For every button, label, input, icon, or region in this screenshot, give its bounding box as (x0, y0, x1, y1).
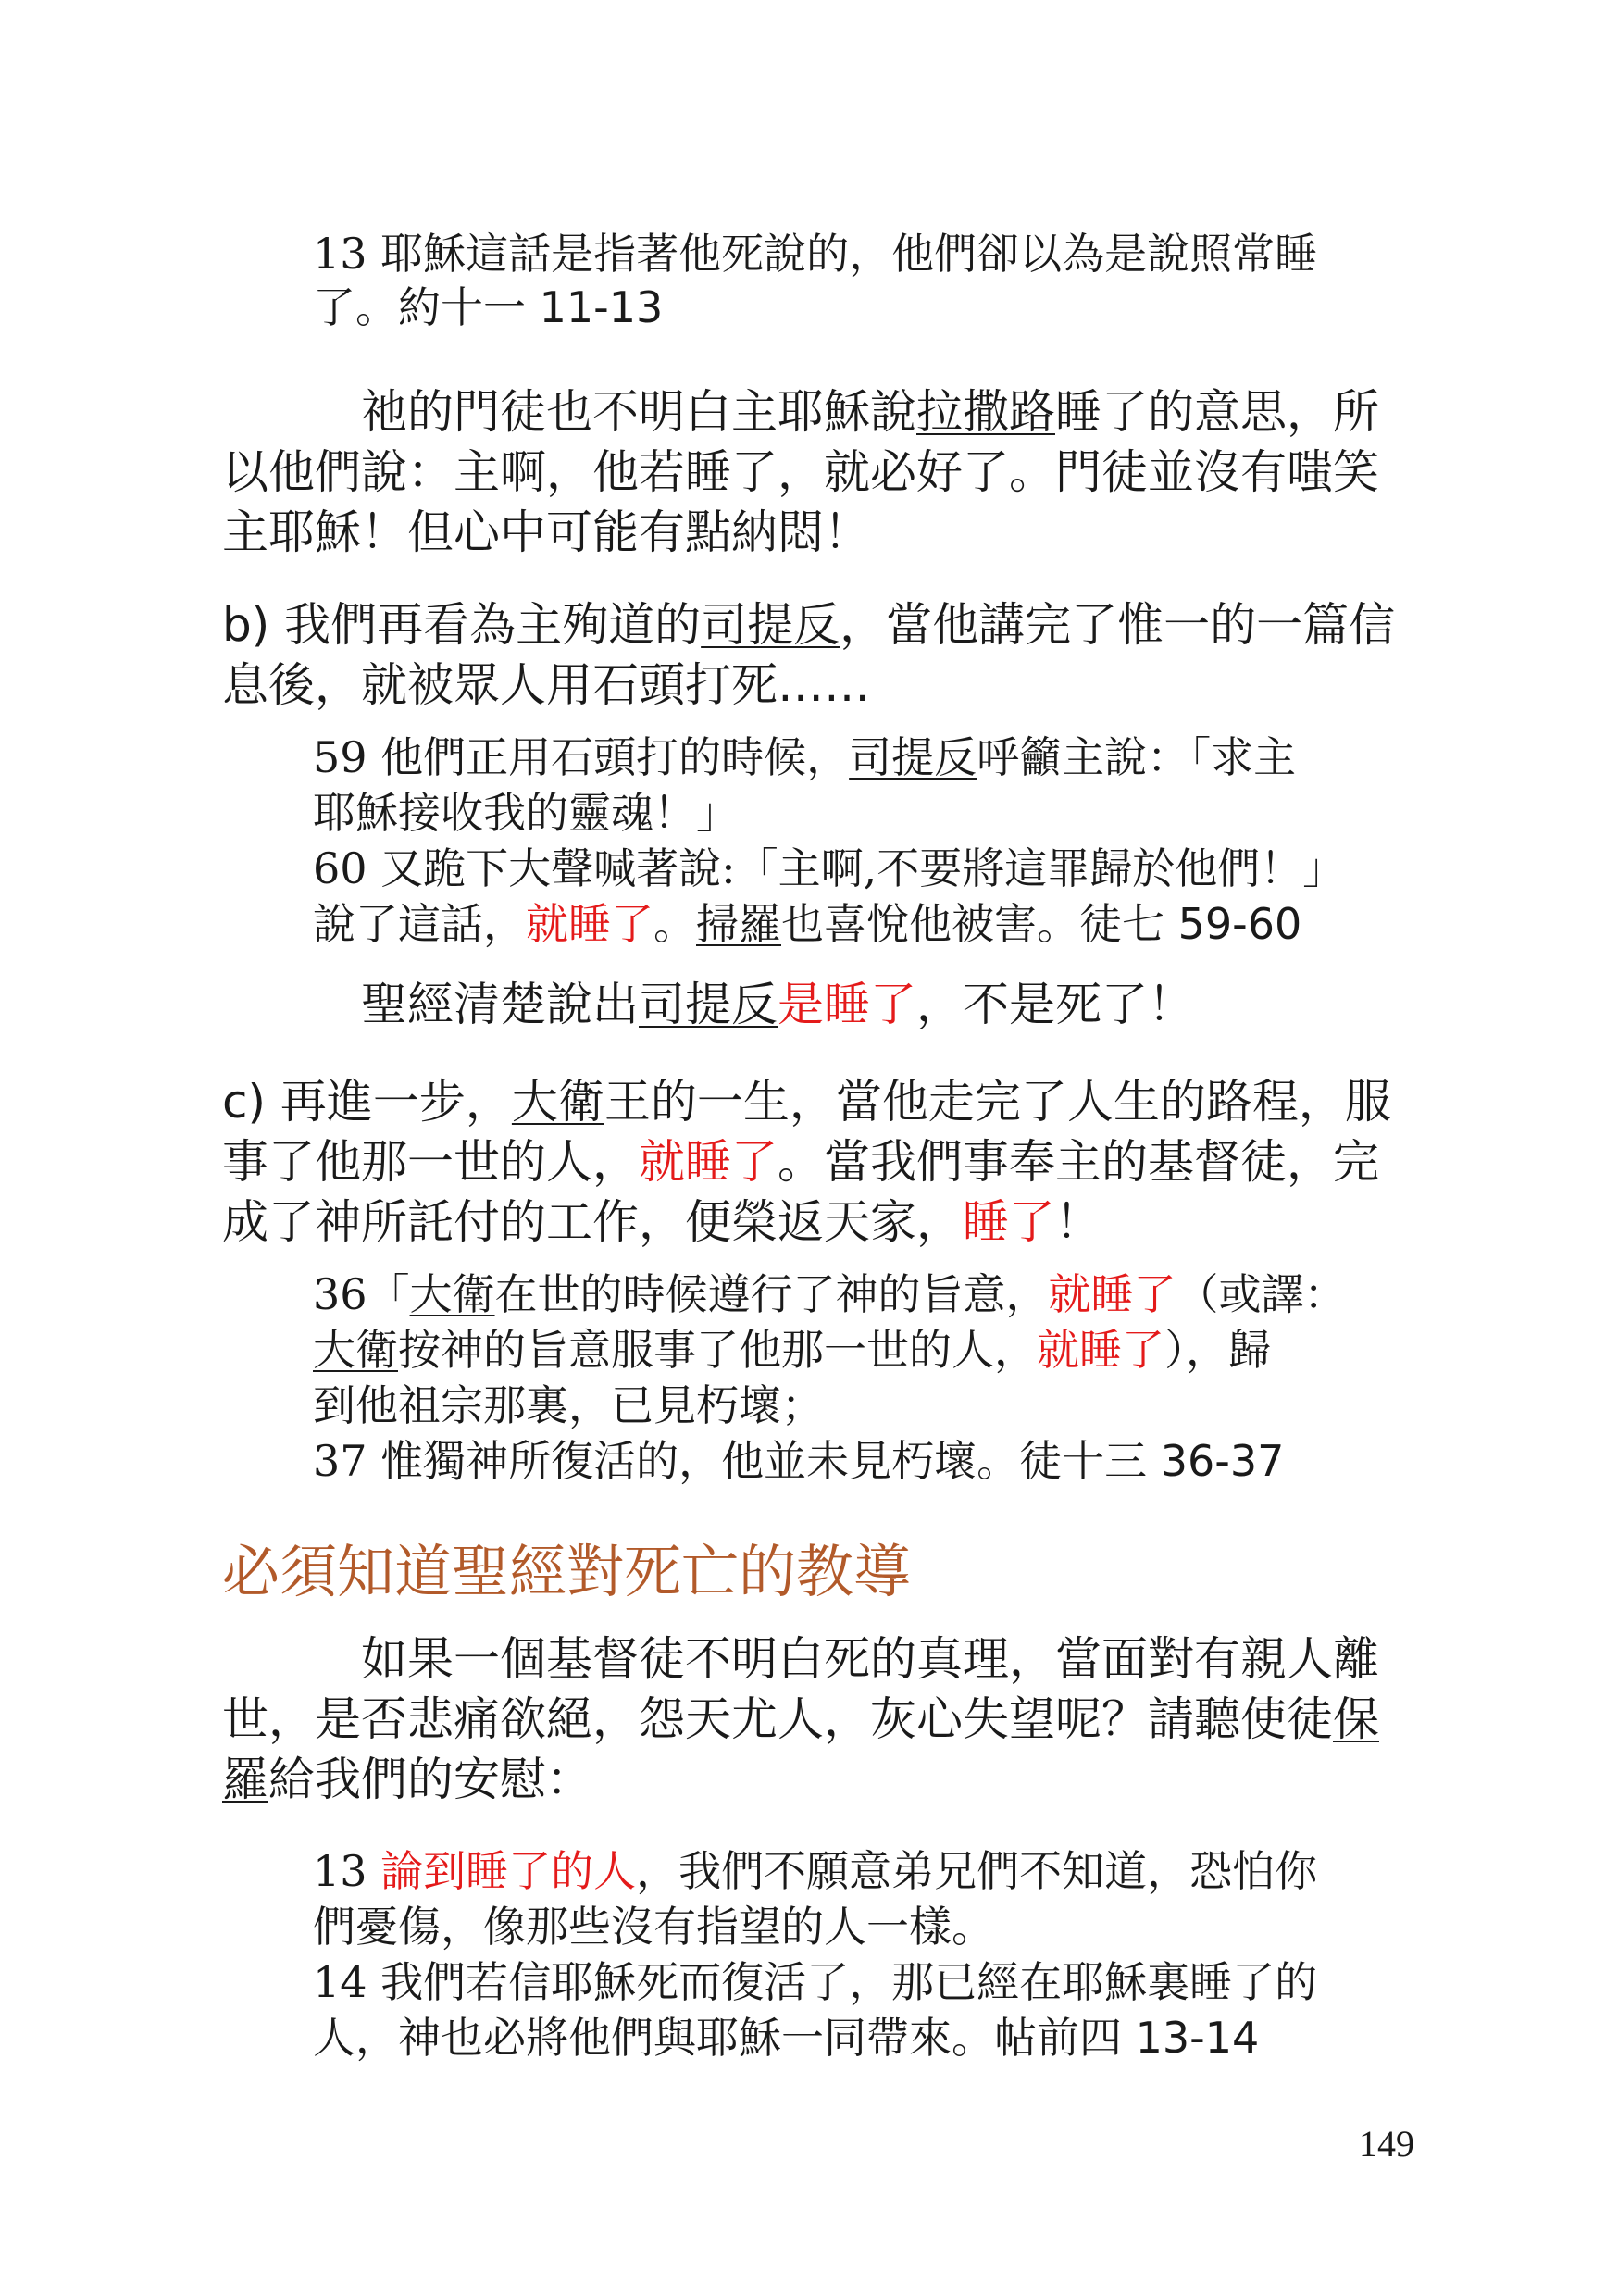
paragraph-3-line-2 (222, 1682, 1379, 1749)
text: 以他們說：主啊，他若睡了，就必好了。門徒並沒有嗤笑 (222, 445, 1379, 499)
quote-text: 14 我們若信耶穌死而復活了，那已經在耶穌裏睡了的 (313, 1957, 1318, 2007)
quote-1thess-line-4 (313, 2004, 1259, 2065)
text: 睡了的意思，所 (1055, 385, 1379, 439)
name-david: 大衛 (511, 1075, 604, 1129)
scripture-reference: 約十一 11-13 (398, 282, 664, 332)
name-david: 大衛 (313, 1325, 398, 1375)
scripture-reference: 帖前四 13-14 (994, 2013, 1260, 2063)
highlight-those-asleep: 論到睡了的人 (380, 1846, 637, 1896)
quote-text: 人，神也必將他們與耶穌一同帶來。 (313, 2013, 994, 2063)
quote-text: 呼籲主說：「求主 (977, 732, 1297, 782)
text: 。當我們事奉主的基督徒，完 (778, 1135, 1379, 1189)
quote-1thess-line-2 (313, 1893, 994, 1954)
quote-acts7-line-2 (313, 780, 739, 841)
paragraph-1-line-3 (222, 495, 870, 562)
scripture-reference: 徒十三 36-37 (1019, 1436, 1285, 1486)
text: 王的一生，當他走完了人生的路程，服 (604, 1075, 1391, 1129)
quote-text: 了。 (313, 282, 398, 332)
name-lazarus: 拉撒路 (916, 385, 1055, 439)
text: c) 再進一步， (222, 1075, 512, 1129)
quote-acts7-line-1 (313, 724, 1296, 785)
paragraph-3-line-3 (222, 1742, 592, 1809)
paragraph-1-line-1 (361, 375, 1379, 442)
quote-john-line-1 (313, 220, 1317, 281)
name-stephen: 司提反 (849, 732, 977, 782)
quote-text: 耶穌接收我的靈魂！」 (313, 788, 739, 838)
quote-text: 到他祖宗那裏，已見朽壞； (313, 1380, 824, 1430)
quote-acts13-line-1 (313, 1261, 1347, 1322)
paragraph-c-line-2 (222, 1125, 1379, 1192)
quote-text: 在世的時候遵行了神的旨意， (494, 1269, 1049, 1319)
name-paul: 保 (1333, 1692, 1379, 1746)
quote-text: 13 耶穌這話是指著他死說的，他們卻以為是說照常睡 (313, 229, 1318, 279)
quote-acts7-line-4 (313, 891, 1301, 952)
text: 成了神所託付的工作，便榮返天家， (222, 1195, 963, 1249)
quote-acts13-line-3 (313, 1372, 824, 1433)
text: 祂的門徒也不明白主耶穌說 (361, 385, 916, 439)
highlight-slept: 就睡了 (1037, 1325, 1164, 1375)
quote-text: 說了這話， (313, 899, 526, 949)
quote-text: 36「 (313, 1269, 410, 1319)
text: 給我們的安慰： (268, 1753, 592, 1806)
highlight-slept: 是睡了 (778, 978, 916, 1031)
paragraph-c-line-1 (222, 1065, 1391, 1131)
quote-acts7-line-3 (313, 835, 1345, 896)
highlight-slept: 就睡了 (639, 1135, 778, 1189)
text: 主耶穌！但心中可能有點納悶！ (222, 505, 870, 559)
text: ，不是死了！ (916, 978, 1194, 1031)
quote-text: ），歸 (1164, 1325, 1271, 1375)
highlight-slept: 睡了 (963, 1195, 1055, 1249)
text: ！ (1055, 1195, 1101, 1249)
paragraph-3-line-1 (361, 1622, 1379, 1689)
paragraph-b-line-1 (222, 588, 1395, 655)
quote-text: 。 (653, 899, 696, 949)
text: ，當他講完了惟一的一篇信 (840, 598, 1396, 652)
text: 世，是否悲痛欲絕，怨天尤人，灰心失望呢？請聽使徒 (222, 1692, 1333, 1746)
text: b) 我們再看為主殉道的 (222, 598, 702, 652)
name-saul: 掃羅 (696, 899, 781, 949)
name-paul: 羅 (222, 1753, 268, 1806)
highlight-slept: 就睡了 (1048, 1269, 1176, 1319)
quote-text: 37 惟獨神所復活的，他並未見朽壞。 (313, 1436, 1020, 1486)
quote-text: 們憂傷，像那些沒有指望的人一樣。 (313, 1902, 994, 1952)
highlight-slept: 就睡了 (526, 899, 653, 949)
quote-acts13-line-4 (313, 1428, 1284, 1489)
quote-text: 也喜悅他被害。 (781, 899, 1079, 949)
quote-text: 59 他們正用石頭打的時候， (313, 732, 850, 782)
text: 聖經清楚說出 (361, 978, 639, 1031)
text: 如果一個基督徒不明白死的真理，當面對有親人離 (361, 1632, 1379, 1686)
text: 息後，就被眾人用石頭打死…… (222, 658, 870, 712)
quote-text: 13 (313, 1846, 381, 1896)
quote-1thess-line-1 (313, 1838, 1317, 1899)
paragraph-b-line-2 (222, 648, 870, 715)
scripture-reference: 徒七 59-60 (1079, 899, 1302, 949)
quote-1thess-line-3 (313, 1949, 1317, 2010)
quote-text: 按神的旨意服事了他那一世的人， (398, 1325, 1037, 1375)
quote-john-line-2 (313, 274, 663, 335)
quote-text: ，我們不願意弟兄們不知道，恐怕你 (636, 1846, 1318, 1896)
section-heading: 必須知道聖經對死亡的教導 (222, 1538, 912, 1605)
quote-text: （或譯： (1176, 1269, 1347, 1319)
paragraph-c-line-3 (222, 1185, 1101, 1252)
name-stephen: 司提反 (701, 598, 840, 652)
quote-text: 60 又跪下大聲喊著說:「主啊,不要將這罪歸於他們！」 (313, 843, 1346, 893)
quote-acts13-line-2 (313, 1316, 1271, 1378)
text: 事了他那一世的人， (222, 1135, 639, 1189)
page-number: 149 (1359, 2123, 1414, 2165)
paragraph-1-line-2 (222, 435, 1379, 502)
paragraph-2 (361, 967, 1194, 1034)
name-stephen: 司提反 (639, 978, 778, 1031)
name-david: 大衛 (409, 1269, 495, 1319)
